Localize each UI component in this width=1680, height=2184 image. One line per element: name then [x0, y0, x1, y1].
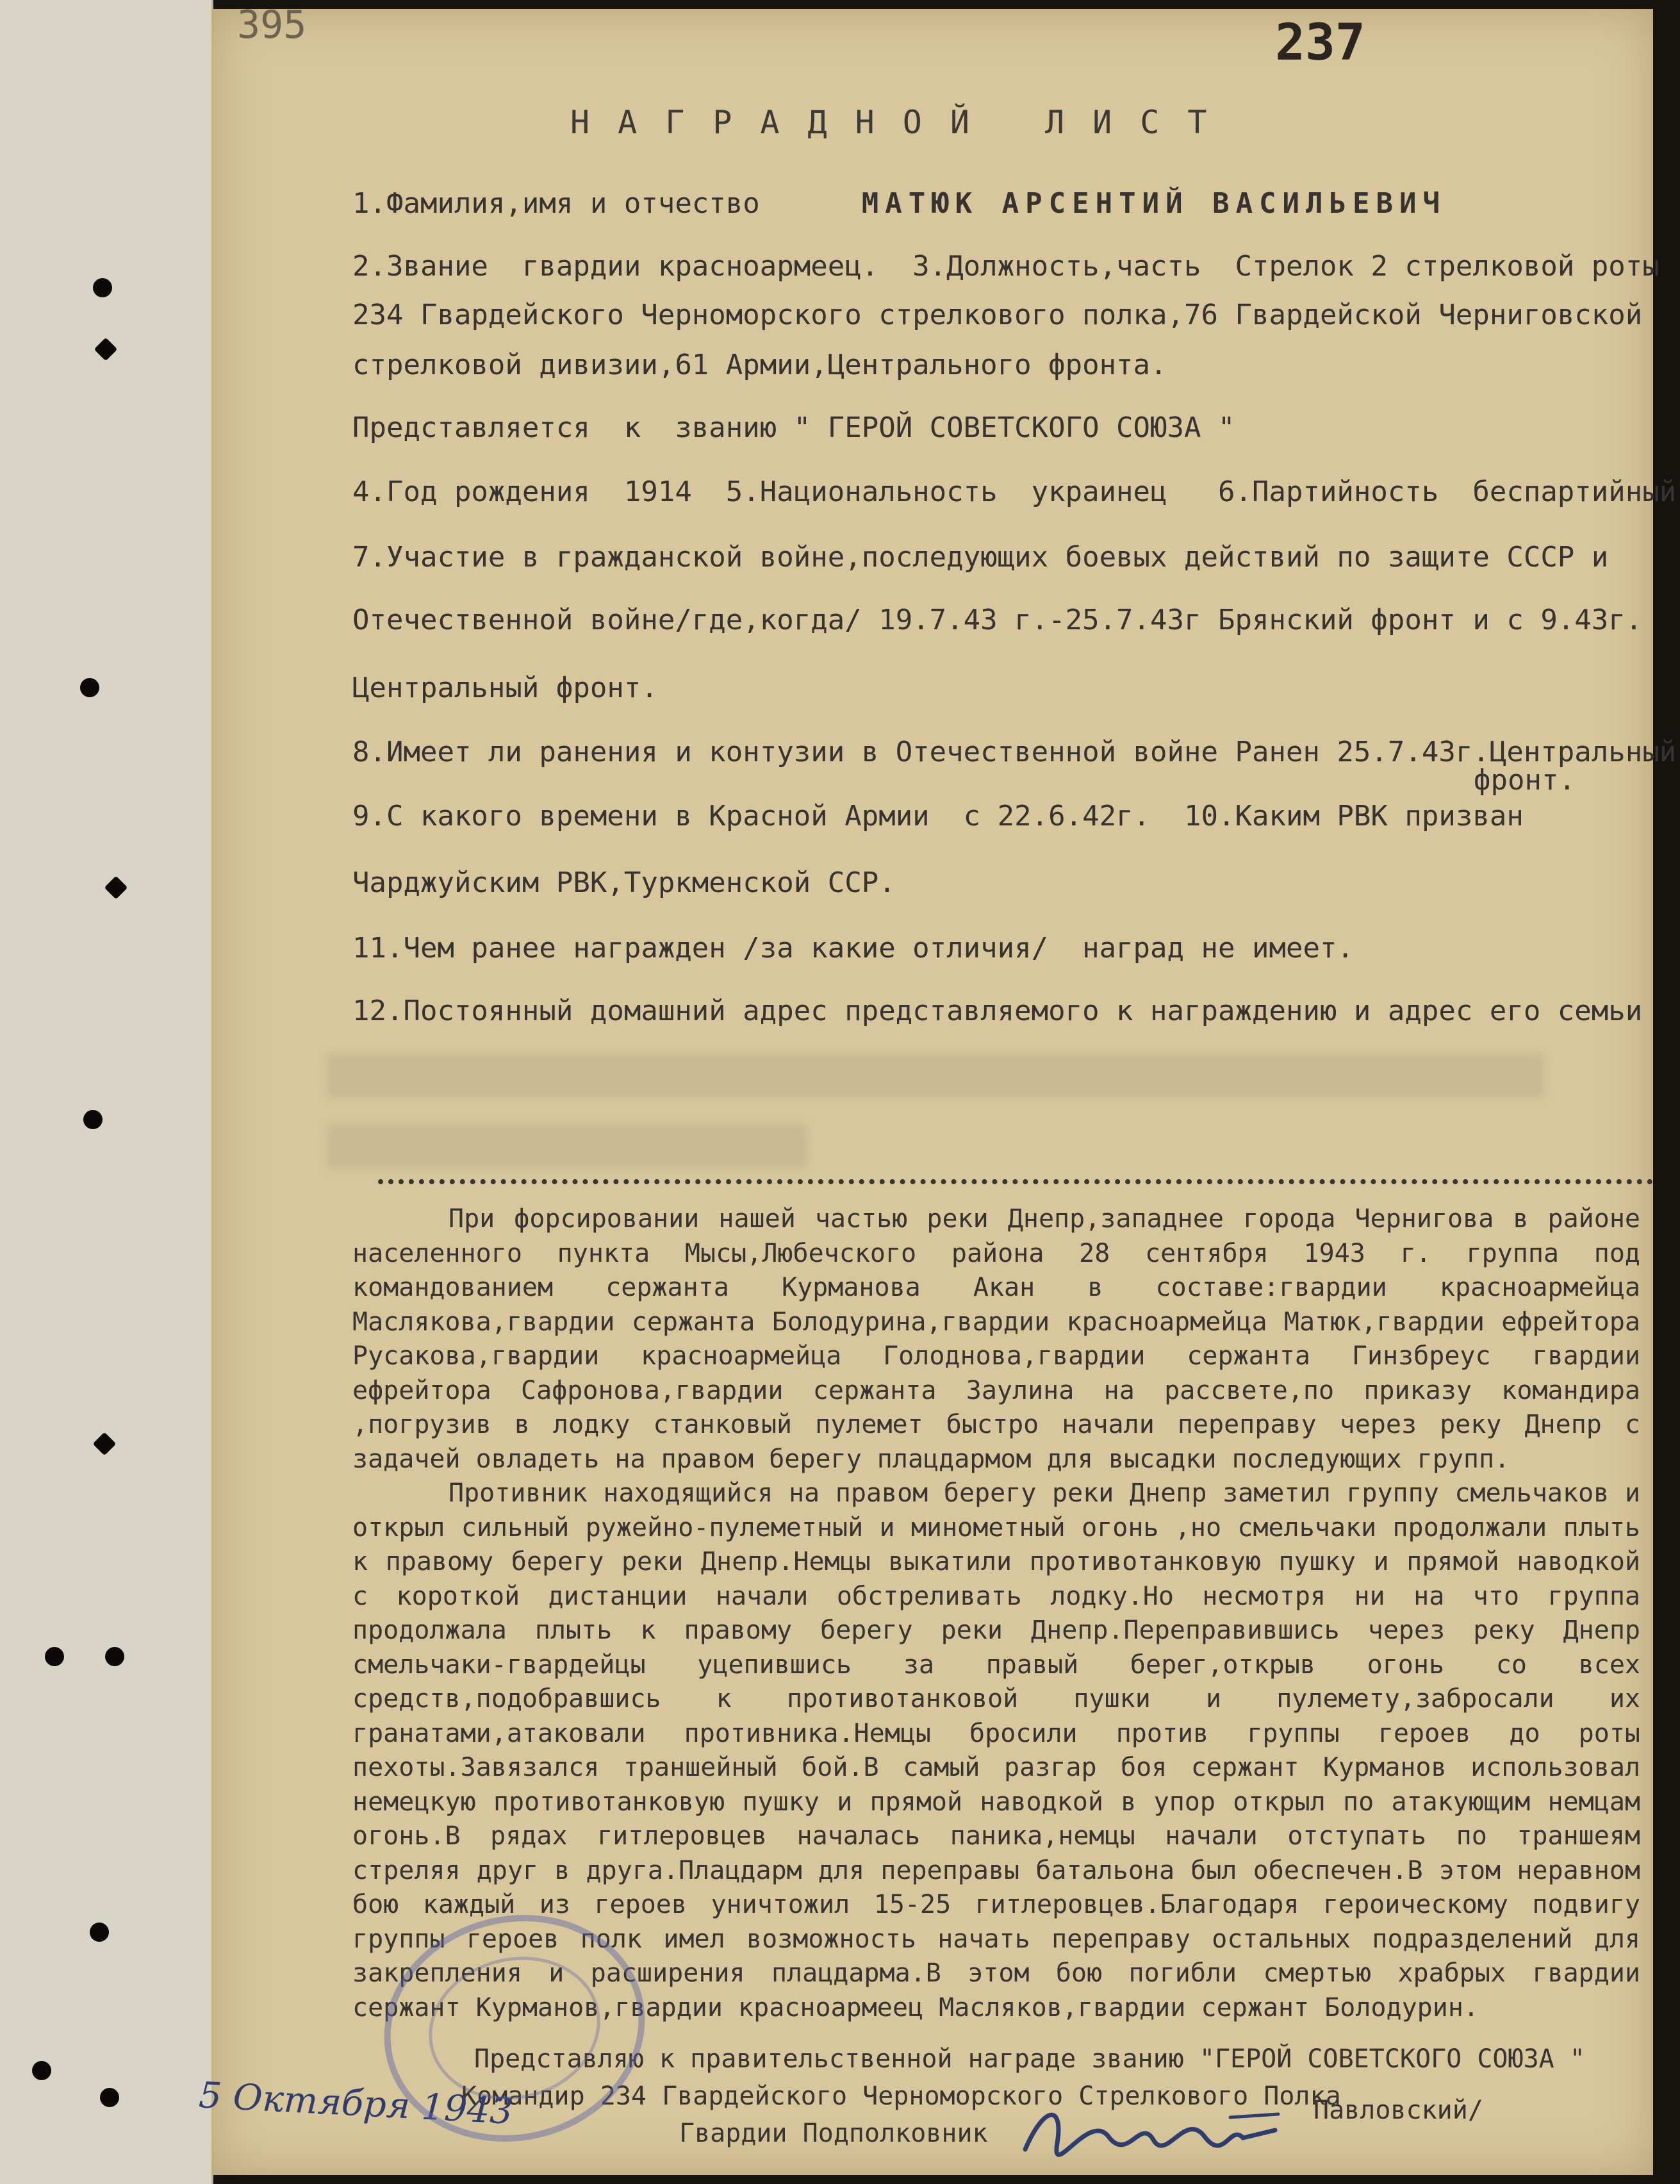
field-2-line [352, 299, 1647, 331]
signature [1019, 2092, 1288, 2169]
field-12-line [352, 995, 1647, 1027]
signoff-line: Представляю к правительственной награде званию "ГЕРОЙ СОВЕТСКОГО СОЮЗА " [474, 2044, 1585, 2074]
punch-hole [90, 1923, 109, 1942]
field-10-value-line [352, 866, 1647, 899]
punch-hole [100, 2088, 119, 2107]
fields-9-10-line [352, 800, 1647, 832]
narrative-paragraph: Противник находящийся на правом берегу реки Днепр заметил группу смельчаков и открыл сильный ружейно-пулеметный и минометный огонь ,но смельчаки продолжали плыть к правому берегу реки Днепр.Немцы выкатили противотанковую пушку и прямой наводкой с короткой дистанции начали обстреливать лодку.Но несмотря ни на что группа продолжала плыть к правому берегу реки Днепр.Переправившись через реку Днепр смельчаки-гвардейцы уцепившись за правый берег,открыв огонь со всех средств,подобравшись к противотанковой пушки и пулемету,забросали их гранатами,атаковали противника.Немцы бросили против группы героев до роты пехоты.Завязался траншейный бой.В самый разгар боя сержант Курманов использовал немецкую противотанковую пушку и прямой наводкой в упор открыл по атакующим немцам огонь.В рядах гитлеровцев началась паника,немцы начали отступать по траншеям стреляя друг в друга.Плацдарм для переправы батальона был обеспечен.В этом неравном бою каждый из героев уничтожил 15-25 гитлеровцев.Благодаря героическому подвигу группы героев полк имел возможность начать переправу остальных подразделений для закрепления и расширения плацдарма.В этом бою погибли смертью храбрых гвардии сержант Курманов,гвардии красноармеец Масляков,гвардии сержант Болодурин. [352, 1478, 1640, 2023]
commander-name: Павловский/ [1314, 2096, 1483, 2125]
field-10-value: Чарджуйским РВК,Туркменской ССР. [352, 866, 896, 899]
field-7-text: Отечественной войне/где,когда/ 19.7.43 г.-25.7.43г Брянский фронт и с 9.43г. [352, 604, 1643, 636]
field-7-text: 7.Участие в гражданской войне,последующих боевых действий по защите СССР и [352, 541, 1609, 574]
narrative-paragraph: При форсировании нашей частью реки Днепр,западнее города Чернигова в районе населенного пункта Мысы,Любечского района 28 сентября 1943 г. группа под командованием сержанта Курманова Акан в составе:гвардии красноармейца Маслякова,гвардии сержанта Болодурина,гвардии красноармейца Матюк,гвардии ефрейтора Русакова,гвардии красноармейца Голоднова,гвардии сержанта Гинзбреус гвардии ефрейтора Сафронова,гвардии сержанта Заулина на рассвете,по приказу командира ,погрузив в лодку станковый пулемет быстро начали переправу через реку Днепр с задачей овладеть на правом берегу плацдармом для высадки последующих групп. [352, 1204, 1640, 1474]
punch-hole [93, 278, 112, 297]
presented-text: Представляется к званию " ГЕРОЙ СОВЕТСКОГО СОЮЗА " [352, 411, 1235, 444]
punch-hole [45, 1647, 64, 1666]
field-11-line [352, 932, 1647, 964]
presented-line [352, 411, 1647, 444]
separator-line [378, 1179, 1653, 1184]
redacted-address [327, 1054, 1544, 1098]
award-sheet [197, 3, 1677, 2175]
fields-4-6-text: 4.Год рождения 1914 5.Национальность украинец 6.Партийность беспартийный [352, 476, 1677, 508]
page-number: 237 [1275, 14, 1365, 72]
field-8-line [1474, 764, 1647, 797]
handwritten-date: 5 Октября 1943 [197, 2074, 514, 2133]
field-1-value: МАТЮК АРСЕНТИЙ ВАСИЛЬЕВИЧ [861, 187, 1446, 220]
rank-line: Гвардии Подполковник [679, 2119, 988, 2148]
field-12-text: 12.Постоянный домашний адрес представляемого к награждению и адрес его семьи [352, 995, 1643, 1027]
redacted-address [327, 1124, 807, 1169]
field-2-text: 234 Гвардейского Черноморского стрелкового полка,76 Гвардейской Черниговской [352, 299, 1643, 331]
document-title: НАГРАДНОЙ ЛИСТ [570, 104, 1235, 141]
punch-hole [32, 2061, 51, 2080]
field-2-line [352, 349, 1647, 381]
punch-hole [83, 1110, 103, 1129]
fields-4-6-line [352, 476, 1677, 508]
archive-number: 395 [237, 3, 307, 47]
field-11-text: 11.Чем ранее награжден /за какие отличия/ наград не имеет. [352, 932, 1354, 964]
commander-line: Командир 234 Гвардейского Черноморского Стрелкового Полка [461, 2081, 1341, 2111]
field-7-line [352, 541, 1647, 574]
fields-9-10-text: 9.С какого времени в Красной Армии с 22.6.42г. 10.Каким РВК призван [352, 800, 1524, 832]
field-8-line [352, 736, 1677, 768]
punch-hole [105, 1647, 124, 1666]
field-7-line [352, 672, 1647, 704]
field-1-row [352, 187, 1647, 220]
award-narrative [352, 1202, 1640, 2025]
punch-hole [93, 1432, 117, 1456]
field-2-line [352, 250, 1659, 283]
field-7-text: Центральный фронт. [352, 672, 658, 704]
punch-hole [104, 876, 128, 900]
binding-strip [0, 0, 213, 2184]
field-2-text: 2.Звание гвардии красноармеец. 3.Должность,часть Стрелок 2 стрелковой роты [352, 250, 1659, 283]
field-1-label: 1.Фамилия,имя и отчество [352, 187, 760, 220]
field-2-text: стрелковой дивизии,61 Армии,Центрального фронта. [352, 349, 1167, 381]
field-8-text: 8.Имеет ли ранения и контузии в Отечественной войне Ранен 25.7.43г.Центральный [352, 736, 1677, 768]
punch-hole [80, 678, 99, 697]
punch-hole [94, 338, 118, 361]
field-7-line [352, 604, 1647, 636]
field-8-text: фронт. [1474, 764, 1576, 797]
